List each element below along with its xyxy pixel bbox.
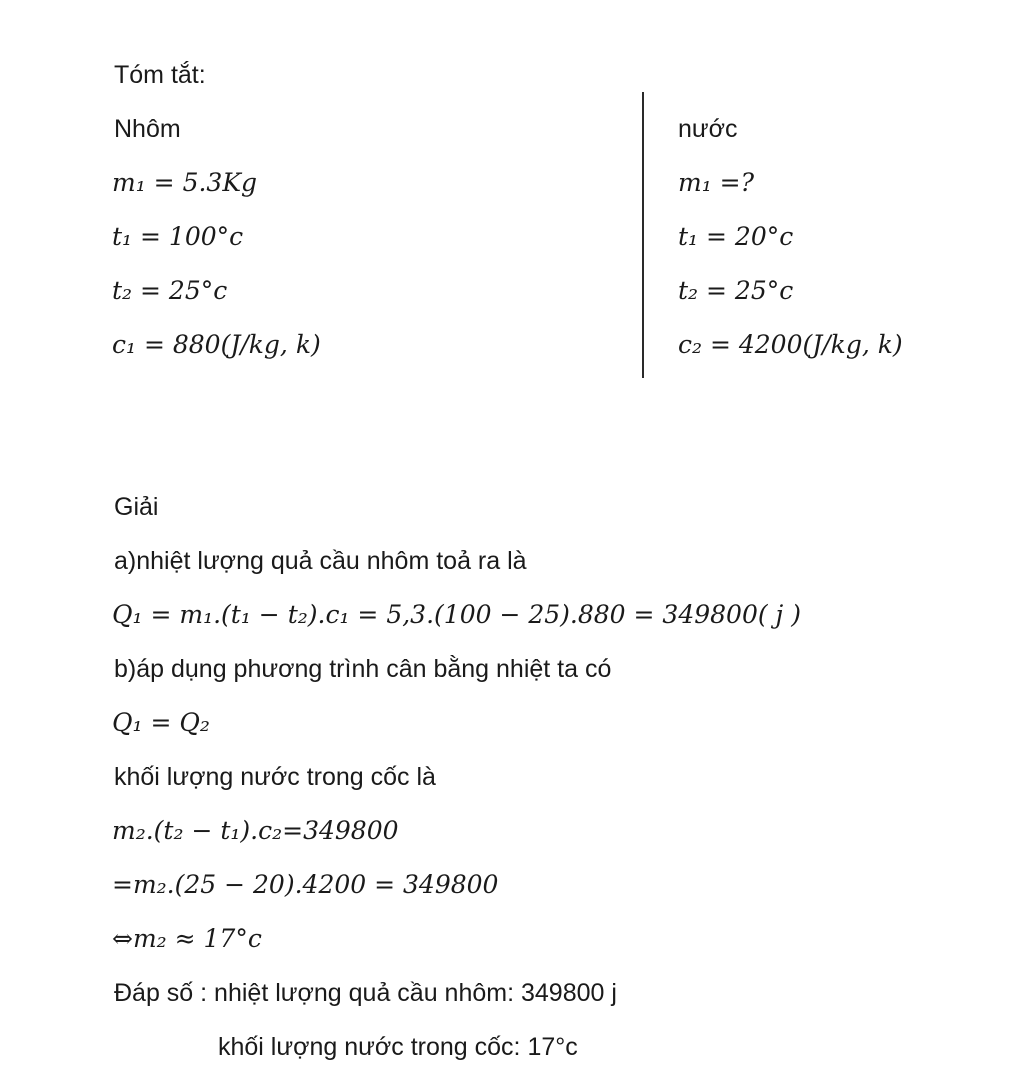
mass-formula-1: m₂.(t₂ − t₁).c₂=349800 xyxy=(112,816,399,845)
right-column-heading: nước xyxy=(678,115,738,143)
solution-heading: Giải xyxy=(114,493,159,521)
column-divider xyxy=(642,92,644,378)
right-line-final-temp: t₂ = 25°c xyxy=(678,276,794,305)
left-line-final-temp: t₂ = 25°c xyxy=(112,276,228,305)
part-b-formula: Q₁ = Q₂ xyxy=(112,708,210,737)
left-line-specific-heat: c₁ = 880(J/kg, k) xyxy=(112,330,321,359)
right-line-mass: m₁ =? xyxy=(678,168,755,197)
mass-text: khối lượng nước trong cốc là xyxy=(114,763,436,791)
answer-line-2: khối lượng nước trong cốc: 17°c xyxy=(218,1033,578,1061)
mass-formula-3: ⇔m₂ ≈ 17°c xyxy=(112,924,262,953)
part-a-text: a)nhiệt lượng quả cầu nhôm toả ra là xyxy=(114,547,527,575)
part-b-text: b)áp dụng phương trình cân bằng nhiệt ta có xyxy=(114,655,612,683)
answer-line-1: Đáp số : nhiệt lượng quả cầu nhôm: 349800 j xyxy=(114,979,617,1007)
right-line-initial-temp: t₁ = 20°c xyxy=(678,222,794,251)
left-line-initial-temp: t₁ = 100°c xyxy=(112,222,244,251)
left-column-heading: Nhôm xyxy=(114,115,181,143)
left-line-mass: m₁ = 5.3Kg xyxy=(112,168,258,197)
summary-title: Tóm tắt: xyxy=(114,61,206,89)
mass-formula-2: =m₂.(25 − 20).4200 = 349800 xyxy=(112,870,499,899)
right-line-specific-heat: c₂ = 4200(J/kg, k) xyxy=(678,330,903,359)
part-a-formula: Q₁ = m₁.(t₁ − t₂).c₁ = 5,3.(100 − 25).880 = 349800( j ) xyxy=(112,600,802,629)
